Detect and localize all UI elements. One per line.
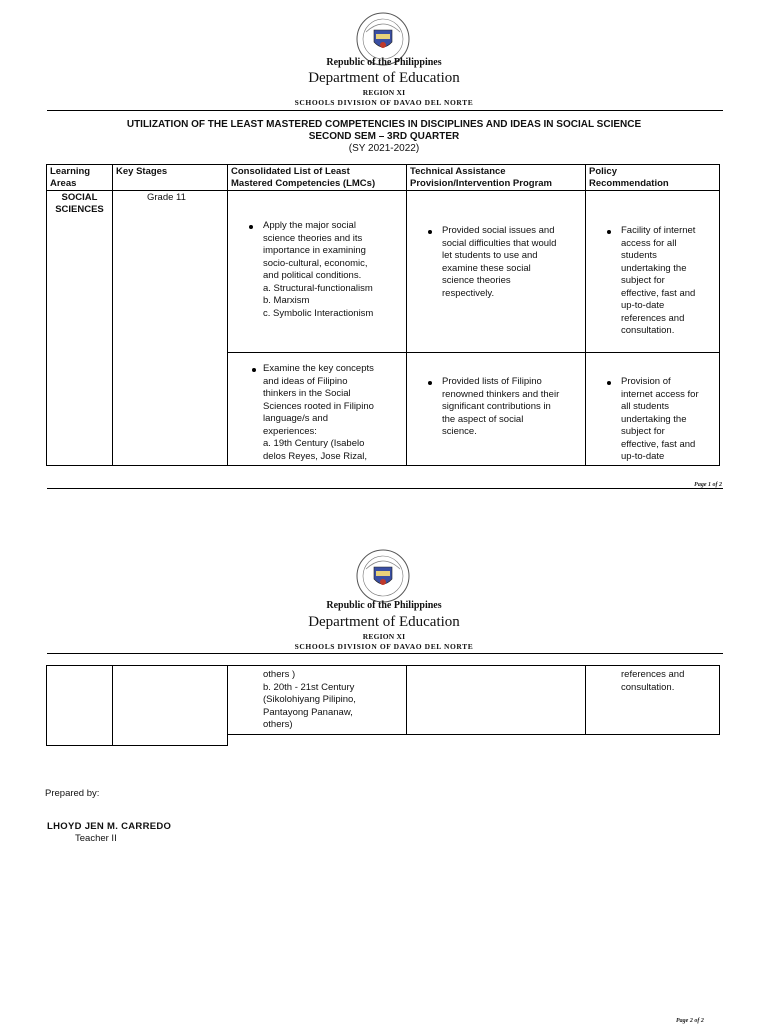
row2-ta-text: Provided lists of Filipino renowned thinkers and their significant contributions in the aspect of social science.	[442, 376, 560, 437]
bullet	[428, 230, 432, 234]
learning-area-cell: SOCIAL SCIENCES	[46, 190, 113, 466]
republic-label: Republic of the Philippines	[326, 600, 442, 611]
bullet	[249, 225, 253, 229]
learning-area-cell	[46, 665, 113, 746]
department-title: Department of Education	[308, 70, 460, 86]
bullet	[252, 368, 256, 372]
page-number: Page 1 of 2	[694, 482, 722, 488]
republic-label: Republic of the Philippines	[326, 57, 442, 68]
bullet	[428, 381, 432, 385]
division-label: SCHOOLS DIVISION OF DAVAO DEL NORTE	[294, 98, 474, 107]
bullet	[607, 230, 611, 234]
signatory-position: Teacher II	[75, 833, 117, 844]
continued-ta-cell	[406, 665, 586, 735]
header-divider	[47, 653, 723, 654]
signatory-name: LHOYD JEN M. CARREDO	[47, 821, 172, 832]
continued-policy-text: references and consultation.	[621, 669, 685, 693]
department-title: Department of Education	[308, 614, 460, 630]
continued-lmc-text: others ) b. 20th - 21st Century (Sikolohiyang Pilipino, Pantayong Pananaw, others)	[263, 669, 356, 730]
row1-ta-text: Provided social issues and social difficulties that would let students to use and examine these social science theories respectively.	[442, 225, 557, 299]
deped-seal-logo	[356, 549, 410, 603]
header-cell-lmc: Consolidated List of Least Mastered Competencies (LMCs)	[227, 164, 407, 191]
footer-divider	[47, 488, 723, 489]
school-year: (SY 2021-2022)	[348, 143, 420, 154]
division-label: SCHOOLS DIVISION OF DAVAO DEL NORTE	[294, 642, 474, 651]
header-cell-technical-assistance: Technical Assistance Provision/Intervention Program	[406, 164, 586, 191]
region-label: REGION XI	[362, 632, 406, 641]
key-stage-cell: Grade 11	[112, 190, 228, 466]
page-number: Page 2 of 2	[676, 1018, 704, 1024]
header-cell-key-stages: Key Stages	[112, 164, 228, 191]
key-stage-cell	[112, 665, 228, 746]
row1-policy-text: Facility of internet access for all students undertaking the subject for effective, fast and up-to-date references and consultation.	[621, 225, 696, 336]
header-cell-policy: Policy Recommendation	[585, 164, 720, 191]
bullet	[607, 381, 611, 385]
report-title-line1: UTILIZATION OF THE LEAST MASTERED COMPETENCIES IN DISCIPLINES AND IDEAS IN SOCIAL SCIENCE	[126, 119, 642, 130]
prepared-by-label: Prepared by:	[45, 788, 100, 799]
row2-policy-text: Provision of internet access for all students undertaking the subject for effective, fast and up-to-date	[621, 376, 699, 462]
row2-lmc-text: Examine the key concepts and ideas of Filipino thinkers in the Social Sciences rooted in Filipino language/s and experiences: a. 19th Century (Isabelo delos Reyes, Jose Rizal,	[263, 363, 374, 462]
region-label: REGION XI	[362, 88, 406, 97]
header-cell-learning-areas: Learning Areas	[46, 164, 113, 191]
header-divider	[47, 110, 723, 111]
row1-lmc-text: Apply the major social science theories and its importance in examining socio-cultural, economic, and political conditions. a. Structural-functionalism b. Marxism c. Symbolic Interactionism	[263, 220, 374, 319]
report-title-line2: SECOND SEM – 3RD QUARTER	[308, 131, 460, 142]
